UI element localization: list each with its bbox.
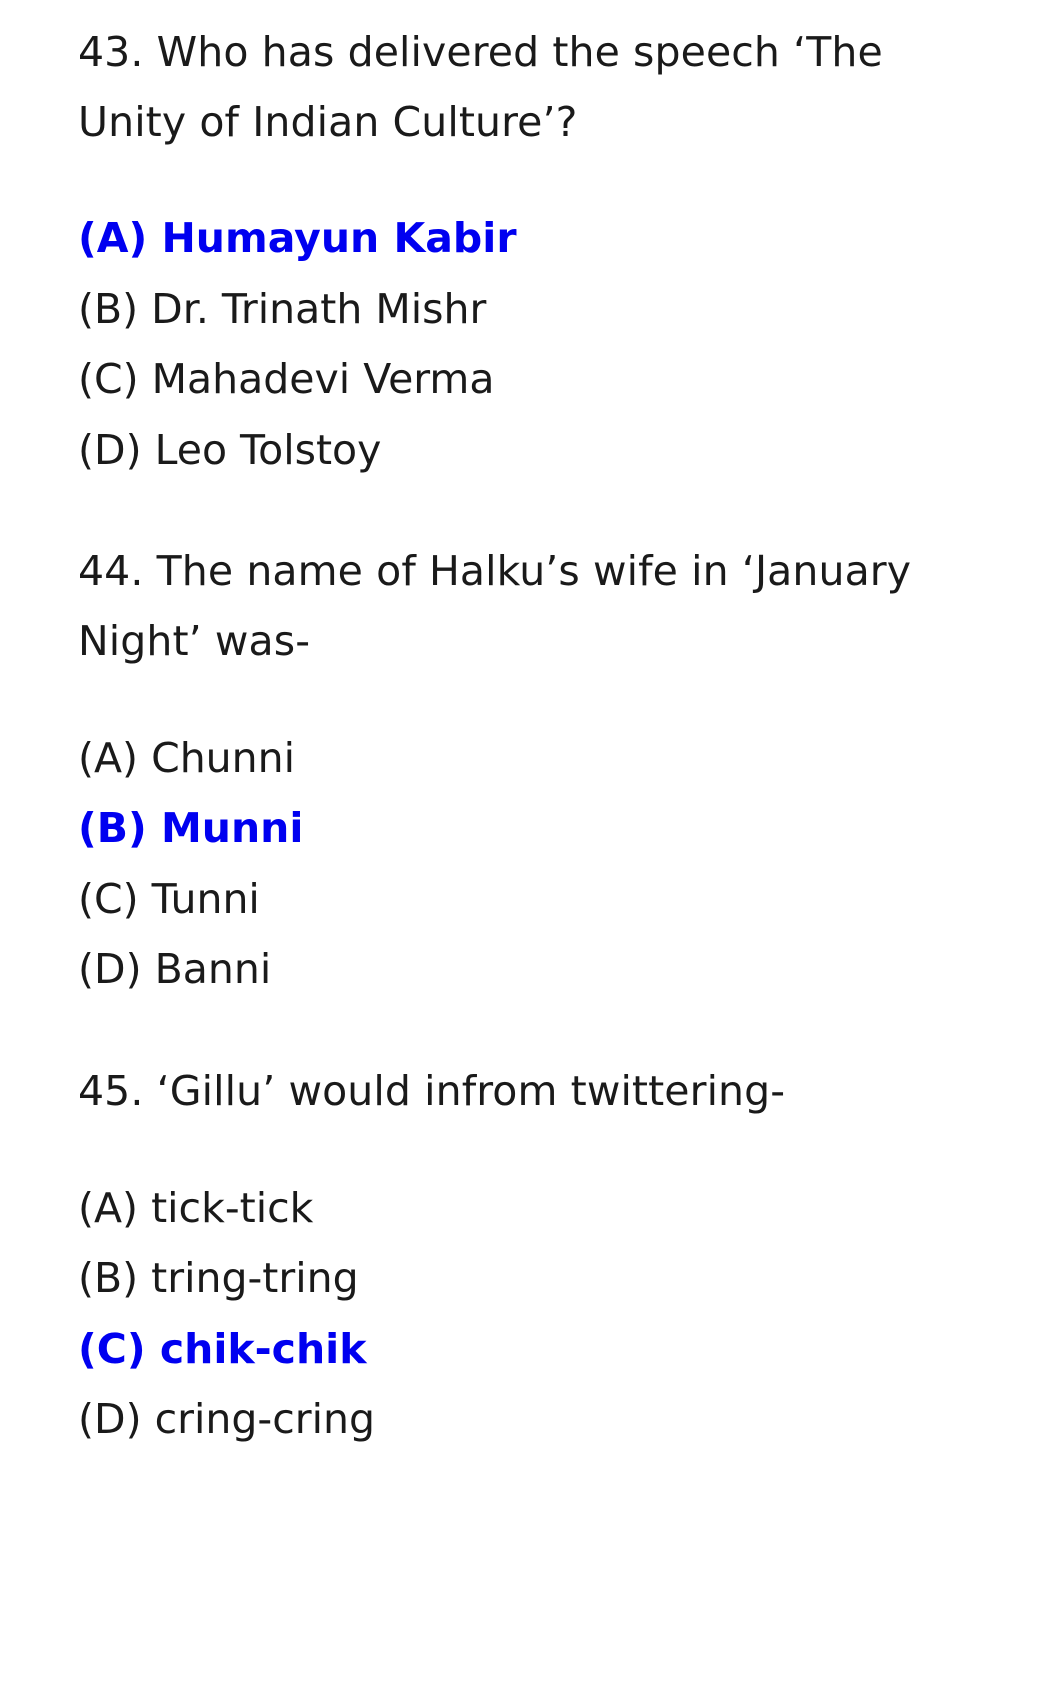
option-a[interactable]: (A) Humayun Kabir xyxy=(78,214,517,263)
option-c[interactable]: (C) Tunni xyxy=(78,874,260,923)
question-block-45 xyxy=(78,1057,993,1455)
option-c[interactable]: (C) Mahadevi Verma xyxy=(78,355,495,404)
question-text: 43. Who has delivered the speech ‘The Unity of Indian Culture’? xyxy=(78,28,883,146)
question-block-43 xyxy=(78,18,993,485)
option-a[interactable]: (A) Chunni xyxy=(78,733,296,782)
question-block-44 xyxy=(78,537,993,1004)
option-list xyxy=(78,1173,993,1455)
option-c[interactable]: (C) chik-chik xyxy=(78,1324,367,1373)
option-d[interactable]: (D) Banni xyxy=(78,945,272,994)
option-a[interactable]: (A) tick-tick xyxy=(78,1183,314,1232)
option-list xyxy=(78,723,993,1005)
option-d[interactable]: (D) cring-cring xyxy=(78,1395,375,1444)
option-d[interactable]: (D) Leo Tolstoy xyxy=(78,425,382,474)
question-text: 44. The name of Halku’s wife in ‘January Night’ was- xyxy=(78,547,912,666)
question-text: 45. ‘Gillu’ would infrom twittering- xyxy=(78,1066,786,1115)
option-b[interactable]: (B) Dr. Trinath Mishr xyxy=(78,284,487,333)
option-b[interactable]: (B) Munni xyxy=(78,804,304,853)
option-b[interactable]: (B) tring-tring xyxy=(78,1254,359,1303)
option-list xyxy=(78,203,993,485)
page-bottom-spacer xyxy=(78,1507,993,1547)
